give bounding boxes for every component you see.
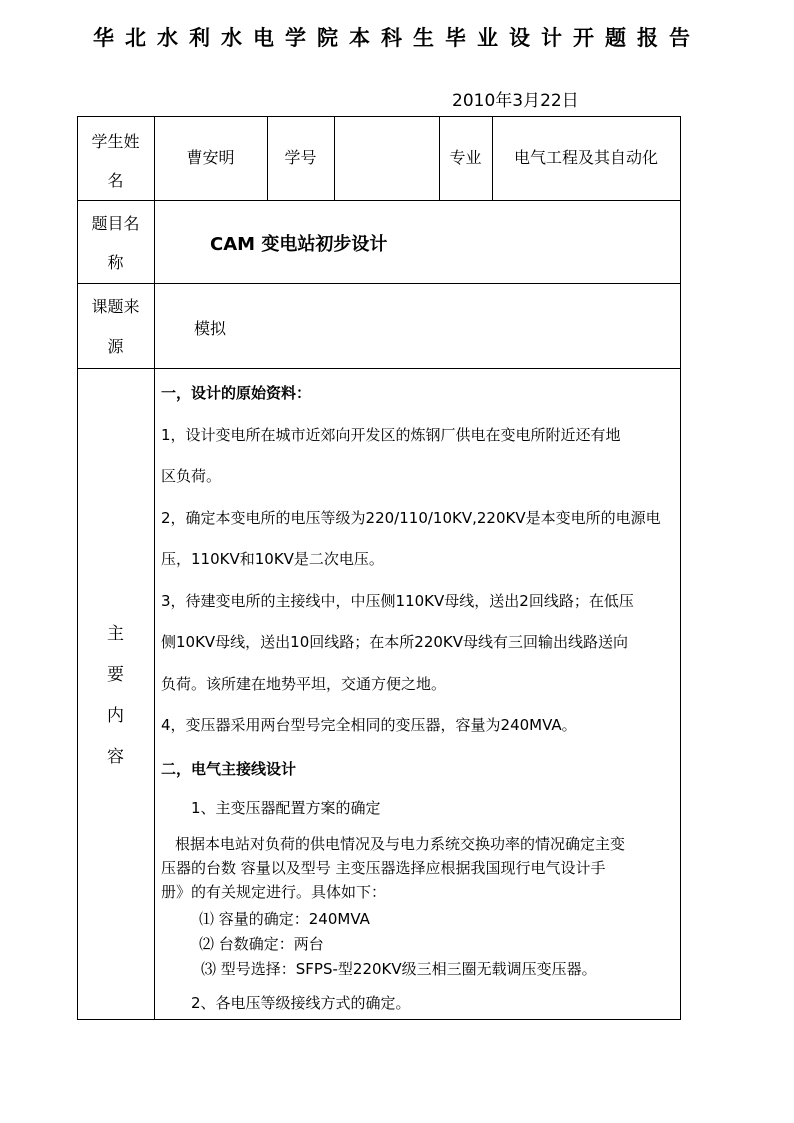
topic-label-line1: 题目名 [91, 214, 140, 233]
report-table [77, 116, 681, 1020]
content-label-char3: 内 [107, 706, 124, 726]
content-line: 册》的有关规定进行。具体如下： [161, 883, 387, 901]
subsection-heading: 2、各电压等级接线方式的确定。 [191, 994, 411, 1012]
table-row-divider [77, 368, 681, 369]
table-border-bottom [77, 1019, 681, 1020]
student-id-label: 学号 [284, 148, 317, 167]
content-label-char1: 主 [107, 624, 124, 644]
content-line: 2，确定本变电所的电压等级为220/110/10KV,220KV是本变电所的电源电 [161, 509, 661, 527]
content-line: 3，待建变电所的主接线中，中压侧110KV母线，送出2回线路；在低压 [161, 592, 634, 610]
table-row-divider [77, 283, 681, 284]
content-line: 负荷。该所建在地势平坦，交通方便之地。 [161, 675, 447, 693]
source-value: 模拟 [194, 319, 227, 338]
subsection-heading: 1、主变压器配置方案的确定 [191, 799, 381, 817]
content-label-char2: 要 [107, 665, 124, 685]
major-value: 电气工程及其自动化 [513, 148, 658, 167]
source-label-line1: 课题来 [91, 297, 140, 316]
major-label: 专业 [449, 148, 482, 167]
content-line: 压器的台数 容量以及型号 主变压器选择应根据我国现行电气设计手 [161, 859, 606, 877]
content-line: 区负荷。 [161, 467, 222, 485]
content-line: 根据本电站对负荷的供电情况及与电力系统交换功率的情况确定主变 [175, 835, 626, 853]
content-line: 压，110KV和10KV是二次电压。 [161, 550, 384, 568]
content-line: 4，变压器采用两台型号完全相同的变压器，容量为240MVA。 [161, 716, 577, 734]
content-line: 1，设计变电所在城市近郊向开发区的炼钢厂供电在变电所附近还有地 [161, 426, 621, 444]
table-border-top [77, 116, 681, 117]
table-col-divider [154, 116, 155, 1020]
list-item: ⑶ 型号选择：SFPS-型220KV级三相三圈无载调压变压器。 [201, 960, 597, 978]
section2-heading: 二，电气主接线设计 [161, 760, 297, 778]
content-label-char4: 容 [107, 747, 124, 767]
student-name-label-line1: 学生姓 [91, 132, 140, 151]
table-row-divider [77, 200, 681, 201]
table-col-divider [334, 116, 335, 200]
topic-value: CAM 变电站初步设计 [210, 234, 388, 255]
list-item: ⑵ 台数确定：两台 [199, 935, 324, 953]
list-item: ⑴ 容量的确定：240MVA [199, 910, 370, 928]
source-label-line2: 源 [107, 337, 124, 356]
report-title: 华北水利水电学院本科生毕业设计开题报告 [93, 26, 701, 50]
section1-heading: 一，设计的原始资料： [161, 384, 312, 402]
student-name-label-line2: 名 [107, 171, 124, 190]
report-date: 2010年3月22日 [452, 91, 579, 111]
topic-label-line2: 称 [107, 253, 124, 272]
content-line: 侧10KV母线，送出10回线路；在本所220KV母线有三回输出线路送向 [161, 633, 629, 651]
student-name-value: 曹安明 [186, 148, 235, 167]
